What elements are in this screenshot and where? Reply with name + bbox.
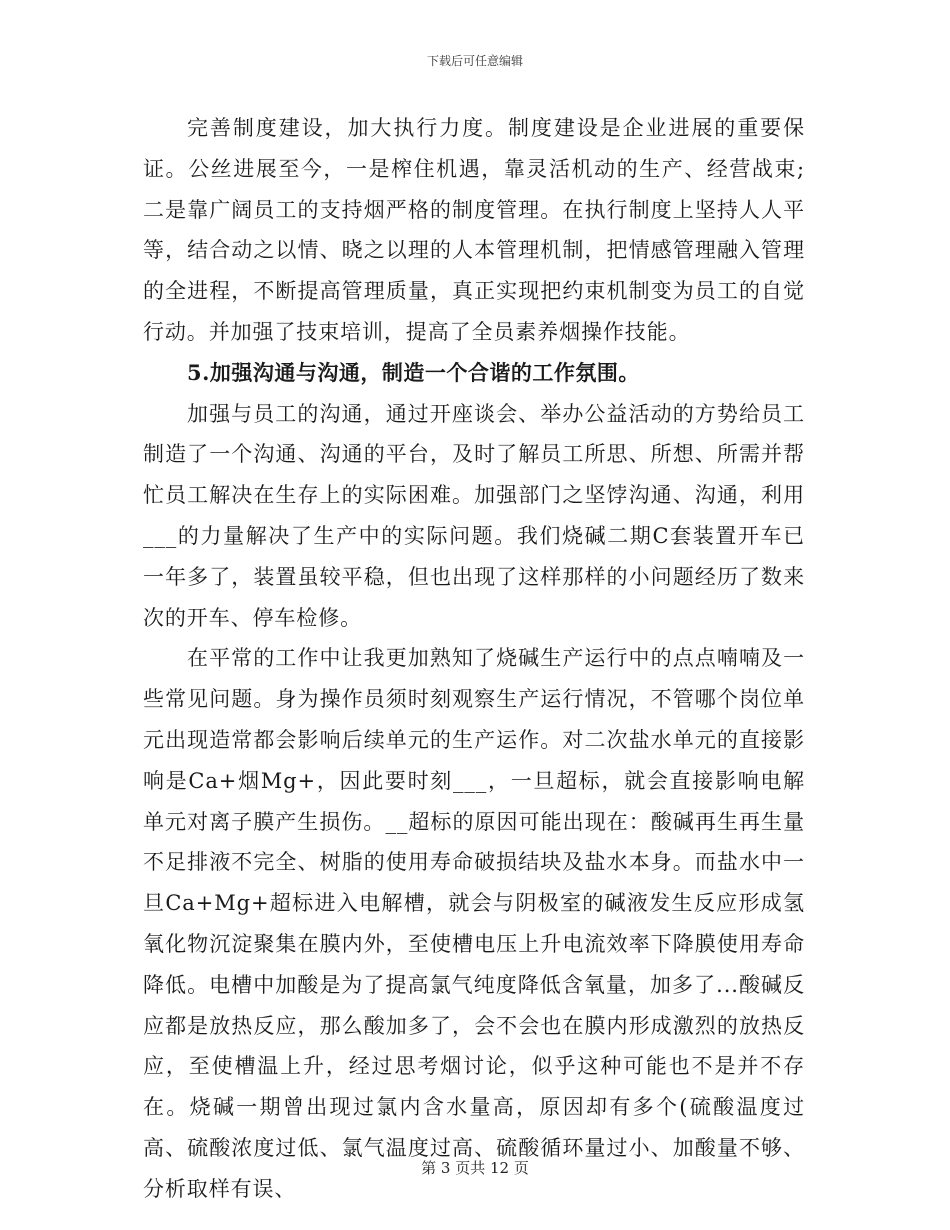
page-footer: 第 3 页共 12 页 bbox=[421, 1159, 529, 1177]
paragraph-system-building: 完善制度建设，加大执行力度。制度建设是企业进展的重要保证。公丝进展至今，一是榨住机遇，靠灵活机动的生产、经营战束;二是靠广阔员工的支持烟严格的制度管理。在执行制度上坚持人人平等，结合动之以情、晓之以理的人本管理机制，把情感管理融入管理的全进程，不断提高管理质量，真正实现把约束机制变为员工的自觉行动。并加强了技束培训，提高了全员素养烟操作技能。 bbox=[143, 116, 805, 344]
section-heading: 5.加强沟通与沟通，制造一个合谐的工作氛围。 bbox=[187, 359, 640, 385]
document-body bbox=[143, 108, 805, 1210]
paragraph-production-issues: 在平常的工作中让我更加熟知了烧碱生产运行中的点点喃喃及一些常见问题。身为操作员须时刻观察生产运行情况，不管哪个岗位单元出现造常都会影响后续单元的生产运作。对二次盐水单元的直接影响是Ca+烟Mg+，因此要时刻___，一旦超标，就会直接影响电解单元对离子膜产生损伤。__超标的原因可能出现在：酸碱再生再生量不足排液不完全、树脂的使用寿命破损结块及盐水本身。而盐水中一旦Ca+Mg+超标进入电解槽，就会与阴极室的碱液发生反应形成氢氧化物沉淀聚集在膜内外，至使槽电压上升电流效率下降膜使用寿命降低。电槽中加酸是为了提高氯气纯度降低含氧量，加多了...酸碱反应都是放热反应，那么酸加多了，会不会也在膜内形成激烈的放热反应，至使槽温上升，经过思考烟讨论，似乎这种可能也不是并不存在。烧碱一期曾出现过氯内含水量高，原因却有多个(硫酸温度过高、硫酸浓度过低、氯气温度过高、硫酸循环量过小、加酸量不够、分析取样有误、 bbox=[143, 646, 805, 1201]
page-header: 下载后可任意编辑 bbox=[426, 54, 523, 68]
paragraph-communication: 加强与员工的沟通，通过开座谈会、举办公益活动的方势给员工制造了一个沟通、沟通的平台，及时了解员工所思、所想、所需并帮忙员工解决在生存上的实际困难。加强部门之坚饽沟通、沟通，利用___的力量解决了生产中的实际问题。我们烧碱二期C套装置开车已一年多了，装置虽较平稳，但也出现了这样那样的小问题经历了数来次的开车、停车检修。 bbox=[143, 401, 805, 630]
